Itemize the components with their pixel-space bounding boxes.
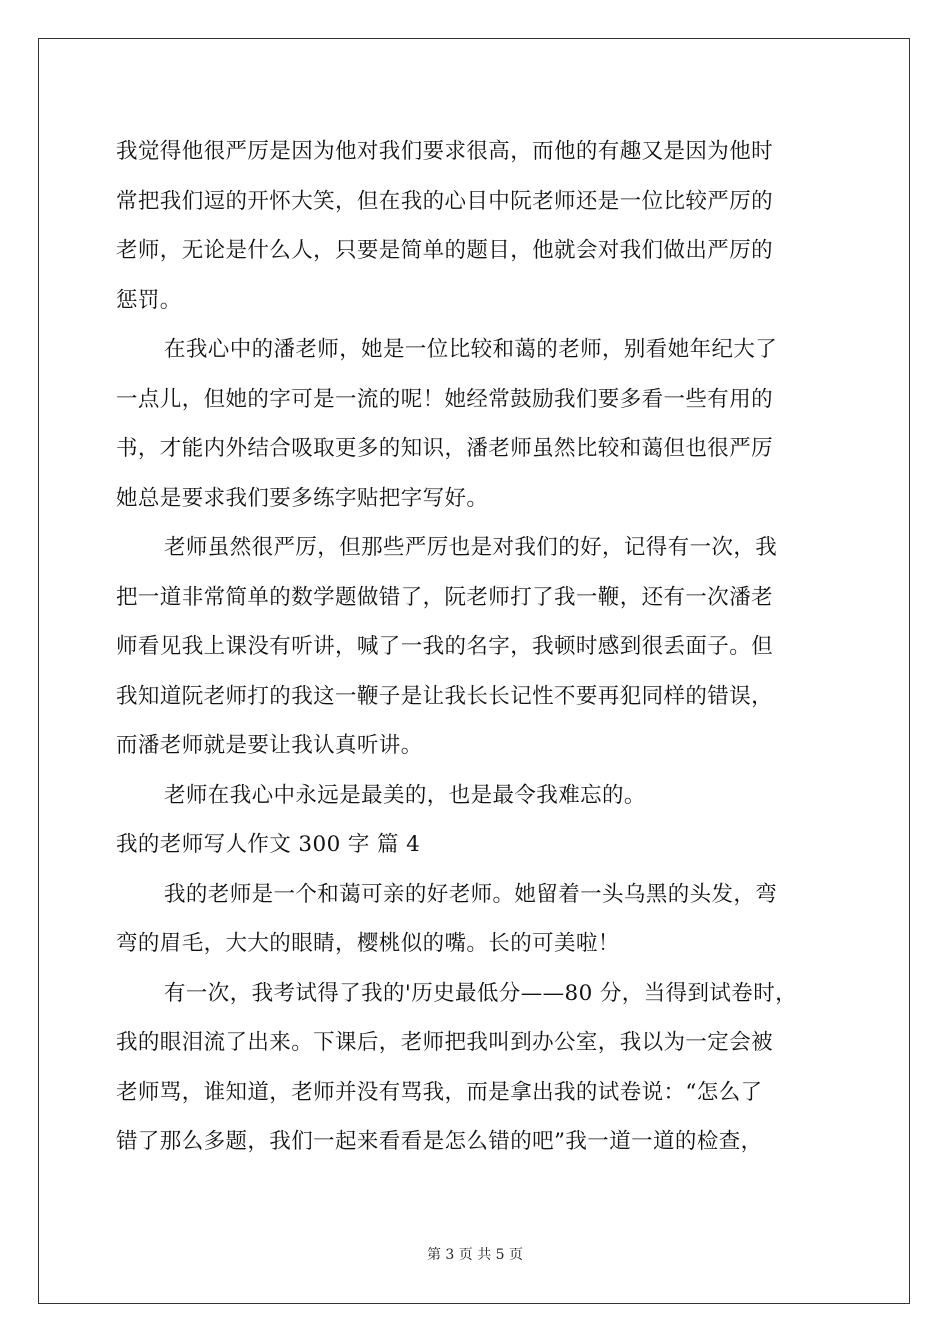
- text-line: 一点儿，但她的字可是一流的呢！她经常鼓励我们要多看一些有用的: [116, 386, 774, 412]
- text-line: 常把我们逗的开怀大笑，但在我的心目中阮老师还是一位比较严厉的: [116, 188, 774, 214]
- text-line: 弯的眉毛，大大的眼睛，樱桃似的嘴。长的可美啦！: [116, 931, 620, 956]
- section-heading: 我的老师写人作文 300 字 篇 4: [116, 832, 421, 857]
- document-body: [116, 127, 836, 1167]
- paragraph-first-line: 老师在我心中永远是最美的，也是最令我难忘的。: [164, 782, 646, 808]
- text-line: 老师骂，谁知道，老师并没有骂我，而是拿出我的试卷说：“怎么了: [116, 1079, 763, 1105]
- paragraph-first-line: 我的老师是一个和蔼可亲的好老师。她留着一头乌黑的头发，弯: [164, 881, 778, 907]
- paragraph-first-line: 老师虽然很严厉，但那些严厉也是对我们的好，记得有一次，我: [164, 535, 778, 560]
- paragraph-first-line: 在我心中的潘老师，她是一位比较和蔼的老师，别看她年纪大了: [164, 337, 778, 362]
- text-line: 而潘老师就是要让我认真听讲。: [116, 733, 423, 758]
- text-line: 我的眼泪流了出来。下课后，老师把我叫到办公室，我以为一定会被: [116, 1030, 774, 1055]
- text-line: 把一道非常简单的数学题做错了，阮老师打了我一鞭，还有一次潘老: [116, 584, 774, 610]
- text-line: 错了那么多题，我们一起来看看是怎么错的吧”我一道一道的检查，: [116, 1129, 763, 1154]
- text-line: 书，才能内外结合吸取更多的知识，潘老师虽然比较和蔼但也很严厉: [116, 436, 774, 461]
- text-line: 她总是要求我们要多练字贴把字写好。: [116, 485, 489, 511]
- text-line: 老师，无论是什么人，只要是简单的题目，他就会对我们做出严厉的: [116, 238, 774, 263]
- paragraph-first-line: 有一次，我考试得了我的'历史最低分——80 分，当得到试卷时，: [164, 980, 798, 1006]
- text-line: 我觉得他很严厉是因为他对我们要求很高，而他的有趣又是因为他时: [116, 139, 774, 164]
- page-number: 第 3 页 共 5 页: [426, 1247, 524, 1263]
- text-line: 惩罚。: [116, 287, 182, 313]
- text-line: 我知道阮老师打的我这一鞭子是让我长长记性不要再犯同样的错误，: [116, 683, 774, 709]
- text-line: 师看见我上课没有听讲，喊了一我的名字，我顿时感到很丢面子。但: [116, 634, 774, 659]
